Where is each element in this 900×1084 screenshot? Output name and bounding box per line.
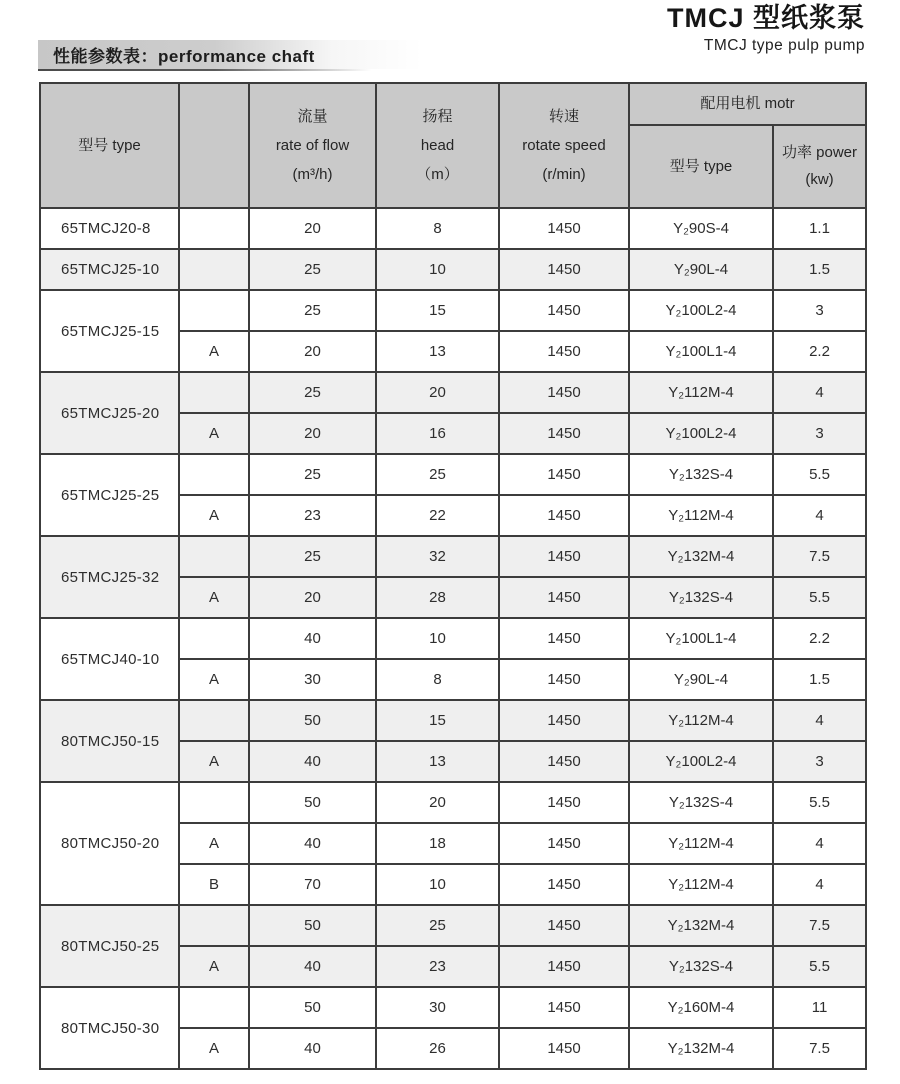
motor-model-cell: Y₂112M-4 bbox=[629, 372, 773, 413]
speed-cell: 1450 bbox=[499, 618, 629, 659]
head-cell: 32 bbox=[376, 536, 499, 577]
table-row bbox=[40, 618, 866, 659]
speed-cell: 1450 bbox=[499, 249, 629, 290]
col-header-motor-power-unit: (kw) bbox=[805, 171, 834, 189]
flow-cell: 70 bbox=[249, 864, 376, 905]
flow-cell: 25 bbox=[249, 454, 376, 495]
pump-model-cell: 80TMCJ50-20 bbox=[40, 782, 179, 905]
power-cell: 5.5 bbox=[773, 946, 866, 987]
power-cell: 4 bbox=[773, 372, 866, 413]
variant-cell bbox=[179, 987, 249, 1028]
col-header-motor-type-label: 型号 type bbox=[669, 157, 733, 175]
power-cell: 4 bbox=[773, 700, 866, 741]
speed-cell: 1450 bbox=[499, 290, 629, 331]
variant-cell bbox=[179, 454, 249, 495]
motor-model-cell: Y₂90L-4 bbox=[629, 659, 773, 700]
flow-cell: 40 bbox=[249, 741, 376, 782]
pump-model-cell: 65TMCJ40-10 bbox=[40, 618, 179, 700]
variant-cell bbox=[179, 208, 249, 249]
flow-cell: 23 bbox=[249, 495, 376, 536]
power-cell: 11 bbox=[773, 987, 866, 1028]
motor-model-cell: Y₂100L2-4 bbox=[629, 741, 773, 782]
col-header-flow-zh: 流量 bbox=[297, 108, 328, 125]
col-header-motor-group bbox=[629, 83, 866, 125]
flow-cell: 40 bbox=[249, 823, 376, 864]
head-cell: 23 bbox=[376, 946, 499, 987]
section-header-label: 性能参数表：performance chaft bbox=[53, 47, 315, 66]
power-cell: 5.5 bbox=[773, 454, 866, 495]
head-cell: 25 bbox=[376, 454, 499, 495]
power-cell: 1.1 bbox=[773, 208, 866, 249]
motor-model-cell: Y₂100L1-4 bbox=[629, 618, 773, 659]
motor-model-cell: Y₂132M-4 bbox=[629, 905, 773, 946]
title-chinese: TMCJ 型纸浆泵 bbox=[667, 3, 865, 33]
flow-cell: 25 bbox=[249, 372, 376, 413]
power-cell: 4 bbox=[773, 823, 866, 864]
table-row bbox=[40, 905, 866, 946]
motor-model-cell: Y₂90S-4 bbox=[629, 208, 773, 249]
head-cell: 15 bbox=[376, 290, 499, 331]
head-cell: 13 bbox=[376, 331, 499, 372]
motor-model-cell: Y₂132S-4 bbox=[629, 782, 773, 823]
head-cell: 10 bbox=[376, 864, 499, 905]
col-header-speed-unit: (r/min) bbox=[542, 166, 586, 183]
col-header-motor-type bbox=[629, 125, 773, 208]
table-row bbox=[40, 249, 866, 290]
col-header-motor-power-zh: 功率 power bbox=[781, 144, 858, 162]
flow-cell: 20 bbox=[249, 331, 376, 372]
speed-cell: 1450 bbox=[499, 208, 629, 249]
motor-model-cell: Y₂112M-4 bbox=[629, 864, 773, 905]
flow-cell: 40 bbox=[249, 618, 376, 659]
speed-cell: 1450 bbox=[499, 659, 629, 700]
head-cell: 16 bbox=[376, 413, 499, 454]
power-cell: 5.5 bbox=[773, 782, 866, 823]
power-cell: 2.2 bbox=[773, 331, 866, 372]
variant-cell: A bbox=[179, 1028, 249, 1069]
speed-cell: 1450 bbox=[499, 1028, 629, 1069]
power-cell: 3 bbox=[773, 741, 866, 782]
speed-cell: 1450 bbox=[499, 700, 629, 741]
flow-cell: 40 bbox=[249, 1028, 376, 1069]
variant-cell bbox=[179, 700, 249, 741]
power-cell: 3 bbox=[773, 290, 866, 331]
head-cell: 10 bbox=[376, 618, 499, 659]
col-header-flow-en: rate of flow bbox=[275, 137, 350, 154]
pump-model-cell: 65TMCJ20-8 bbox=[40, 208, 179, 249]
head-cell: 26 bbox=[376, 1028, 499, 1069]
variant-cell bbox=[179, 905, 249, 946]
power-cell: 1.5 bbox=[773, 249, 866, 290]
power-cell: 7.5 bbox=[773, 1028, 866, 1069]
variant-cell: A bbox=[179, 577, 249, 618]
pump-model-cell: 80TMCJ50-15 bbox=[40, 700, 179, 782]
speed-cell: 1450 bbox=[499, 946, 629, 987]
col-header-pump-type bbox=[40, 83, 179, 208]
flow-cell: 50 bbox=[249, 987, 376, 1028]
motor-model-cell: Y₂160M-4 bbox=[629, 987, 773, 1028]
power-cell: 1.5 bbox=[773, 659, 866, 700]
table-row bbox=[40, 290, 866, 331]
motor-model-cell: Y₂132M-4 bbox=[629, 536, 773, 577]
power-cell: 4 bbox=[773, 864, 866, 905]
speed-cell: 1450 bbox=[499, 413, 629, 454]
pump-model-cell: 65TMCJ25-32 bbox=[40, 536, 179, 618]
pump-model-cell: 65TMCJ25-10 bbox=[40, 249, 179, 290]
head-cell: 30 bbox=[376, 987, 499, 1028]
variant-cell bbox=[179, 782, 249, 823]
variant-cell: A bbox=[179, 495, 249, 536]
flow-cell: 25 bbox=[249, 290, 376, 331]
pump-model-cell: 80TMCJ50-25 bbox=[40, 905, 179, 987]
variant-cell: A bbox=[179, 741, 249, 782]
table-row bbox=[40, 372, 866, 413]
motor-model-cell: Y₂132S-4 bbox=[629, 454, 773, 495]
table-row bbox=[40, 454, 866, 495]
head-cell: 8 bbox=[376, 659, 499, 700]
col-header-variant bbox=[179, 83, 249, 208]
col-header-motor-power bbox=[773, 125, 866, 208]
flow-cell: 20 bbox=[249, 208, 376, 249]
pump-model-cell: 80TMCJ50-30 bbox=[40, 987, 179, 1069]
pump-model-cell: 65TMCJ25-15 bbox=[40, 290, 179, 372]
table-header bbox=[40, 83, 866, 208]
flow-cell: 30 bbox=[249, 659, 376, 700]
motor-model-cell: Y₂132S-4 bbox=[629, 946, 773, 987]
variant-cell bbox=[179, 372, 249, 413]
table-row bbox=[40, 536, 866, 577]
speed-cell: 1450 bbox=[499, 454, 629, 495]
head-cell: 20 bbox=[376, 782, 499, 823]
col-header-head-en: head bbox=[420, 137, 455, 154]
col-header-speed-en: rotate speed bbox=[522, 137, 606, 154]
head-cell: 20 bbox=[376, 372, 499, 413]
title-english: TMCJ type pulp pump bbox=[703, 37, 865, 55]
col-header-flow-unit: (m³/h) bbox=[292, 166, 333, 183]
speed-cell: 1450 bbox=[499, 577, 629, 618]
variant-cell bbox=[179, 290, 249, 331]
col-header-motor-group-label: 配用电机 motr bbox=[700, 95, 795, 113]
pump-model-cell: 65TMCJ25-25 bbox=[40, 454, 179, 536]
power-cell: 3 bbox=[773, 413, 866, 454]
col-header-head-unit: （m） bbox=[416, 166, 459, 183]
flow-cell: 25 bbox=[249, 536, 376, 577]
table-row bbox=[40, 987, 866, 1028]
variant-cell bbox=[179, 536, 249, 577]
motor-model-cell: Y₂112M-4 bbox=[629, 700, 773, 741]
speed-cell: 1450 bbox=[499, 782, 629, 823]
speed-cell: 1450 bbox=[499, 331, 629, 372]
head-cell: 18 bbox=[376, 823, 499, 864]
head-cell: 22 bbox=[376, 495, 499, 536]
speed-cell: 1450 bbox=[499, 495, 629, 536]
head-cell: 13 bbox=[376, 741, 499, 782]
flow-cell: 25 bbox=[249, 249, 376, 290]
motor-model-cell: Y₂132S-4 bbox=[629, 577, 773, 618]
performance-table-body bbox=[40, 208, 866, 1069]
col-header-head bbox=[376, 83, 499, 208]
variant-cell: A bbox=[179, 946, 249, 987]
performance-table bbox=[39, 82, 867, 1070]
motor-model-cell: Y₂100L2-4 bbox=[629, 413, 773, 454]
page-title bbox=[667, 2, 865, 55]
motor-model-cell: Y₂90L-4 bbox=[629, 249, 773, 290]
col-header-speed-zh: 转速 bbox=[548, 108, 579, 125]
variant-cell: A bbox=[179, 331, 249, 372]
motor-model-cell: Y₂100L1-4 bbox=[629, 331, 773, 372]
variant-cell: A bbox=[179, 659, 249, 700]
motor-model-cell: Y₂112M-4 bbox=[629, 823, 773, 864]
col-header-flow bbox=[249, 83, 376, 208]
col-header-head-zh: 扬程 bbox=[422, 108, 453, 125]
speed-cell: 1450 bbox=[499, 987, 629, 1028]
pump-model-cell: 65TMCJ25-20 bbox=[40, 372, 179, 454]
head-cell: 8 bbox=[376, 208, 499, 249]
flow-cell: 50 bbox=[249, 700, 376, 741]
speed-cell: 1450 bbox=[499, 905, 629, 946]
variant-cell bbox=[179, 249, 249, 290]
power-cell: 2.2 bbox=[773, 618, 866, 659]
power-cell: 4 bbox=[773, 495, 866, 536]
power-cell: 7.5 bbox=[773, 905, 866, 946]
flow-cell: 20 bbox=[249, 413, 376, 454]
col-header-speed bbox=[499, 83, 629, 208]
variant-cell: A bbox=[179, 413, 249, 454]
speed-cell: 1450 bbox=[499, 823, 629, 864]
speed-cell: 1450 bbox=[499, 741, 629, 782]
table-row bbox=[40, 208, 866, 249]
flow-cell: 50 bbox=[249, 782, 376, 823]
head-cell: 15 bbox=[376, 700, 499, 741]
motor-model-cell: Y₂112M-4 bbox=[629, 495, 773, 536]
table-row bbox=[40, 700, 866, 741]
motor-model-cell: Y₂132M-4 bbox=[629, 1028, 773, 1069]
flow-cell: 40 bbox=[249, 946, 376, 987]
table-row bbox=[40, 782, 866, 823]
col-header-pump-type-label: 型号 type bbox=[78, 137, 141, 154]
head-cell: 28 bbox=[376, 577, 499, 618]
variant-cell: B bbox=[179, 864, 249, 905]
power-cell: 5.5 bbox=[773, 577, 866, 618]
speed-cell: 1450 bbox=[499, 864, 629, 905]
variant-cell bbox=[179, 618, 249, 659]
head-cell: 10 bbox=[376, 249, 499, 290]
head-cell: 25 bbox=[376, 905, 499, 946]
variant-cell: A bbox=[179, 823, 249, 864]
power-cell: 7.5 bbox=[773, 536, 866, 577]
flow-cell: 50 bbox=[249, 905, 376, 946]
speed-cell: 1450 bbox=[499, 536, 629, 577]
motor-model-cell: Y₂100L2-4 bbox=[629, 290, 773, 331]
flow-cell: 20 bbox=[249, 577, 376, 618]
section-header-bar bbox=[38, 40, 430, 69]
speed-cell: 1450 bbox=[499, 372, 629, 413]
